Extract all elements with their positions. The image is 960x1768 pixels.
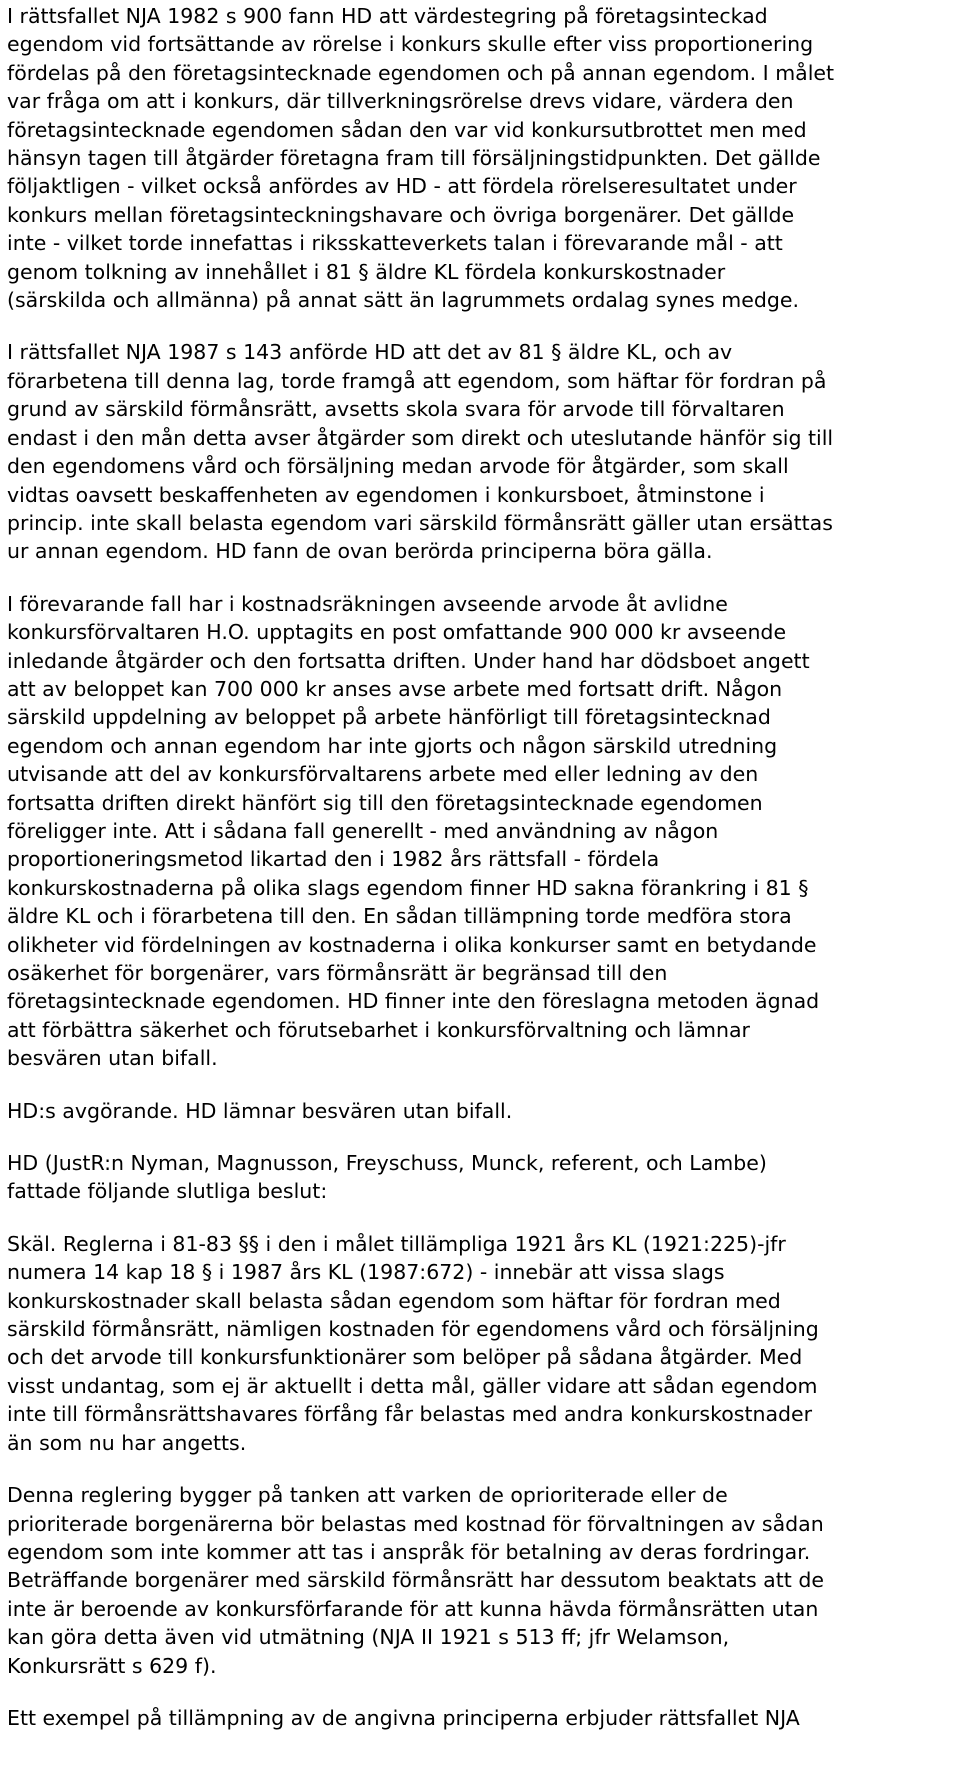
text-line: princip. inte skall belasta egendom vari särskild förmånsrätt gäller utan ersättas [7,510,833,535]
text-line: inledande åtgärder och den fortsatta driften. Under hand har dödsboet angett [7,648,810,673]
paragraph [7,1481,960,1680]
paragraph [7,590,960,1073]
text-line: och det arvode till konkursfunktionärer som belöper på sådana åtgärder. Med [7,1345,803,1370]
text-line: kan göra detta även vid utmätning (NJA II 1921 s 513 ff; jfr Welamson, [7,1625,730,1650]
text-line: hänsyn tagen till åtgärder företagna fram till försäljningstidpunkten. Det gällde [7,146,821,171]
text-line: inte till förmånsrättshavares förfång får belastas med andra konkurskostnader [7,1402,813,1427]
text-line: äldre KL och i förarbetena till den. En sådan tillämpning torde medföra stora [7,904,792,929]
text-line: än som nu har angetts. [7,1430,247,1455]
text-line: särskild uppdelning av beloppet på arbete hänförligt till företagsintecknad [7,705,771,730]
text-line: konkurskostnaderna på olika slags egendom finner HD sakna förankring i 81 § [7,875,809,900]
text-line: konkurs mellan företagsinteckningshavare och övriga borgenärer. Det gällde [7,202,795,227]
text-line: följaktligen - vilket också anfördes av HD - att fördela rörelseresultatet under [7,174,797,199]
text-line: numera 14 kap 18 § i 1987 års KL (1987:672) - innebär att vissa slags [7,1260,725,1285]
paragraph [7,1149,960,1206]
text-line: besvären utan bifall. [7,1046,218,1071]
text-line: Beträffande borgenärer med särskild förmånsrätt har dessutom beaktats att de [7,1568,824,1593]
text-line: särskild förmånsrätt, nämligen kostnaden för egendomens vård och försäljning [7,1317,819,1342]
text-line: genom tolkning av innehållet i 81 § äldre KL fördela konkurskostnader [7,259,726,284]
document-body [7,2,960,1732]
text-line: olikheter vid fördelningen av kostnaderna i olika konkurser samt en betydande [7,932,817,957]
text-line: konkurskostnader skall belasta sådan egendom som häftar för fordran med [7,1288,781,1313]
text-line: endast i den mån detta avser åtgärder som direkt och uteslutande hänför sig till [7,425,834,450]
text-line: inte är beroende av konkursförfarande för att kunna hävda förmånsrätten utan [7,1596,819,1621]
text-line: Ett exempel på tillämpning av de angivna principerna erbjuder rättsfallet NJA [7,1705,800,1730]
text-line: konkursförvaltaren H.O. upptagits en post omfattande 900 000 kr avseende [7,620,787,645]
text-line: egendom som inte kommer att tas i anspråk för betalning av deras fordringar. [7,1539,811,1564]
text-line: företagsintecknade egendomen. HD finner inte den föreslagna metoden ägnad [7,989,820,1014]
paragraph [7,338,960,565]
text-line: egendom vid fortsättande av rörelse i konkurs skulle efter viss proportionering [7,32,814,57]
text-line: att förbättra säkerhet och förutsebarhet i konkursförvaltning och lämnar [7,1017,750,1042]
text-line: att av beloppet kan 700 000 kr anses avse arbete med fortsatt drift. Någon [7,676,783,701]
text-line: inte - vilket torde innefattas i riksskatteverkets talan i förevarande mål - att [7,231,783,256]
paragraph [7,1097,960,1125]
text-line: Konkursrätt s 629 f). [7,1653,217,1678]
text-line: visst undantag, som ej är aktuellt i detta mål, gäller vidare att sådan egendom [7,1373,818,1398]
text-line: Denna reglering bygger på tanken att varken de oprioriterade eller de [7,1483,728,1508]
text-line: HD (JustR:n Nyman, Magnusson, Freyschuss, Munck, referent, och Lambe) [7,1151,767,1176]
text-line: prioriterade borgenärerna bör belastas med kostnad för förvaltningen av sådan [7,1511,824,1536]
text-line: vidtas oavsett beskaffenheten av egendomen i konkursboet, åtminstone i [7,482,765,507]
text-line: fördelas på den företagsintecknade egendomen och på annan egendom. I målet [7,60,835,85]
text-line: grund av särskild förmånsrätt, avsetts skola svara för arvode till förvaltaren [7,397,785,422]
text-line: I rättsfallet NJA 1987 s 143 anförde HD att det av 81 § äldre KL, och av [7,340,733,365]
text-line: var fråga om att i konkurs, där tillverkningsrörelse drevs vidare, värdera den [7,89,794,114]
text-line: osäkerhet för borgenärer, vars förmånsrätt är begränsad till den [7,961,668,985]
text-line: I rättsfallet NJA 1982 s 900 fann HD att värdestegring på företagsinteckad [7,4,768,28]
paragraph [7,1230,960,1457]
text-line: egendom och annan egendom har inte gjorts och någon särskild utredning [7,733,778,758]
text-line: förarbetena till denna lag, torde framgå att egendom, som häftar för fordran på [7,368,827,393]
text-line: fattade följande slutliga beslut: [7,1179,328,1204]
text-line: fortsatta driften direkt hänfört sig till den företagsintecknade egendomen [7,790,763,815]
text-line: föreligger inte. Att i sådana fall generellt - med användning av någon [7,818,719,843]
paragraph [7,1704,960,1732]
text-line: Skäl. Reglerna i 81-83 §§ i den i målet tillämpliga 1921 års KL (1921:225)-jfr [7,1231,786,1256]
text-line: utvisande att del av konkursförvaltarens arbete med eller ledning av den [7,762,759,787]
text-line: företagsintecknade egendomen sådan den var vid konkursutbrottet men med [7,117,807,142]
text-line: den egendomens vård och försäljning medan arvode för åtgärder, som skall [7,454,789,479]
text-line: (särskilda och allmänna) på annat sätt än lagrummets ordalag synes medge. [7,288,800,313]
text-line: I förevarande fall har i kostnadsräkningen avseende arvode åt avlidne [7,591,728,616]
paragraph [7,2,960,314]
text-line: HD:s avgörande. HD lämnar besvären utan bifall. [7,1098,513,1123]
text-line: proportioneringsmetod likartad den i 1982 års rättsfall - fördela [7,847,660,872]
text-line: ur annan egendom. HD fann de ovan berörda principerna böra gälla. [7,539,713,564]
